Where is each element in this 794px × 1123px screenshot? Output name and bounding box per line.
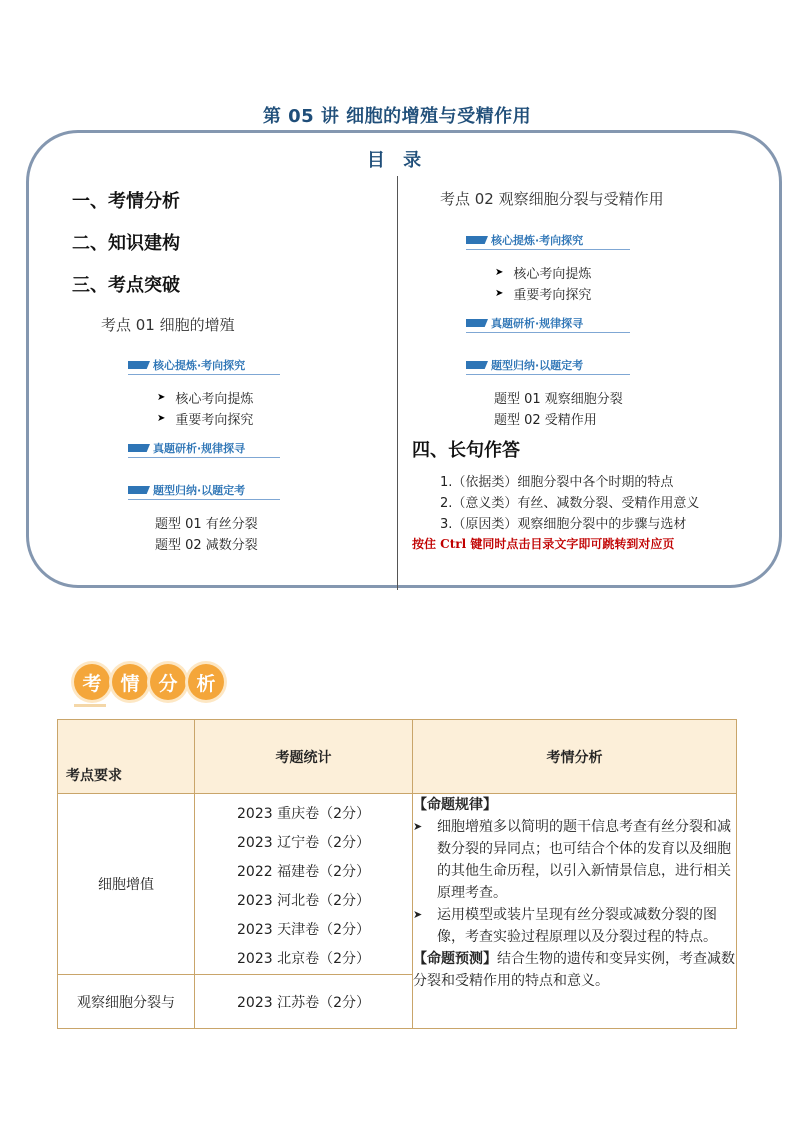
tag-bar-icon xyxy=(466,236,488,244)
tag-bar-icon xyxy=(128,444,150,452)
arrow-icon: ➤ xyxy=(413,820,423,833)
toc-item[interactable]: 题型 02 受精作用 xyxy=(494,413,597,428)
toc-section-4[interactable]: 四、长句作答 xyxy=(412,440,520,461)
toc-tag-core[interactable]: 核心提炼·考向探究 xyxy=(466,233,630,247)
toc-bullet[interactable]: ➤ 核心考向提炼 xyxy=(157,392,254,407)
toc-item[interactable]: 题型 02 减数分裂 xyxy=(155,538,258,553)
toc-tag-types[interactable]: 题型归纳·以题定考 xyxy=(466,358,630,372)
tag-bar-icon xyxy=(128,486,150,494)
tag-bar-icon xyxy=(466,361,488,369)
arrow-icon: ➤ xyxy=(157,413,166,424)
toc-item[interactable]: 题型 01 观察细胞分裂 xyxy=(494,392,623,407)
rule-label: 【命题规律】 xyxy=(413,797,497,813)
banner-char: 情 xyxy=(112,664,148,700)
toc-tag-real[interactable]: 真题研析·规律探寻 xyxy=(466,316,630,330)
stat-item: 2022 福建卷（2分） xyxy=(237,864,370,880)
header-requirement: 考点要求 xyxy=(58,720,195,794)
table-row xyxy=(58,794,737,975)
analysis-point: ➤ 细胞增殖多以简明的题干信息考查有丝分裂和减数分裂的异同点；也可结合个体的发育以及细胞的其他生命历程，以引入新情景信息，进行相关原理考查。 xyxy=(413,816,736,904)
banner-char: 析 xyxy=(188,664,224,700)
stats-cell: 2023 江苏卷（2分） xyxy=(195,975,413,1029)
toc-divider xyxy=(397,176,398,590)
toc-kaodian-01[interactable]: 考点 01 细胞的增殖 xyxy=(101,316,235,334)
stat-item: 2023 重庆卷（2分） xyxy=(237,806,370,822)
toc-long-item[interactable]: 2.（意义类）有丝、减数分裂、受精作用意义 xyxy=(440,496,700,511)
arrow-icon: ➤ xyxy=(157,392,166,403)
toc-tag-types[interactable]: 题型归纳·以题定考 xyxy=(128,483,280,497)
toc-bullet[interactable]: ➤ 核心考向提炼 xyxy=(495,267,592,282)
analysis-table xyxy=(57,719,737,1029)
banner-char: 考 xyxy=(74,664,110,700)
toc-tag-core[interactable]: 核心提炼·考向探究 xyxy=(128,358,280,372)
predict-paragraph: 【命题预测】结合生物的遗传和变异实例，考查减数分裂和受精作用的特点和意义。 xyxy=(413,951,735,989)
toc-section-2[interactable]: 二、知识建构 xyxy=(72,233,180,254)
requirement-cell: 观察细胞分裂与 xyxy=(58,975,195,1029)
stat-item: 2023 河北卷（2分） xyxy=(237,893,370,909)
stat-item: 2023 北京卷（2分） xyxy=(237,951,370,967)
arrow-icon: ➤ xyxy=(495,288,504,299)
toc-long-item[interactable]: 3.（原因类）观察细胞分裂中的步骤与选材 xyxy=(440,517,687,532)
arrow-icon: ➤ xyxy=(413,908,423,921)
toc-section-1[interactable]: 一、考情分析 xyxy=(72,191,180,212)
toc-item[interactable]: 题型 01 有丝分裂 xyxy=(155,517,258,532)
toc-tag-real[interactable]: 真题研析·规律探寻 xyxy=(128,441,280,455)
stat-item: 2023 天津卷（2分） xyxy=(237,922,370,938)
page-title: 第 05 讲 细胞的增殖与受精作用 xyxy=(262,106,532,127)
arrow-icon: ➤ xyxy=(495,267,504,278)
toc-bullet[interactable]: ➤ 重要考向探究 xyxy=(157,413,254,428)
toc-section-3[interactable]: 三、考点突破 xyxy=(72,275,180,296)
requirement-cell: 细胞增值 xyxy=(58,794,195,975)
analysis-point: ➤ 运用模型或装片呈现有丝分裂或减数分裂的图像，考查实验过程原理以及分裂过程的特点。 xyxy=(413,904,736,948)
section-banner xyxy=(74,664,226,700)
banner-char: 分 xyxy=(150,664,186,700)
tag-bar-icon xyxy=(128,361,150,369)
stats-cell xyxy=(195,794,413,975)
banner-underline xyxy=(74,704,106,707)
toc-ctrl-note: 按住 Ctrl 键同时点击目录文字即可跳转到对应页 xyxy=(412,537,675,551)
analysis-cell xyxy=(413,794,737,1029)
toc-long-item[interactable]: 1.（依据类）细胞分裂中各个时期的特点 xyxy=(440,475,674,490)
header-analysis: 考情分析 xyxy=(413,720,737,794)
toc-bullet[interactable]: ➤ 重要考向探究 xyxy=(495,288,592,303)
stat-item: 2023 辽宁卷（2分） xyxy=(237,835,370,851)
header-stats: 考题统计 xyxy=(195,720,413,794)
table-header-row xyxy=(58,720,737,794)
toc-kaodian-02[interactable]: 考点 02 观察细胞分裂与受精作用 xyxy=(440,190,664,208)
tag-bar-icon xyxy=(466,319,488,327)
toc-heading: 目 录 xyxy=(366,150,428,171)
